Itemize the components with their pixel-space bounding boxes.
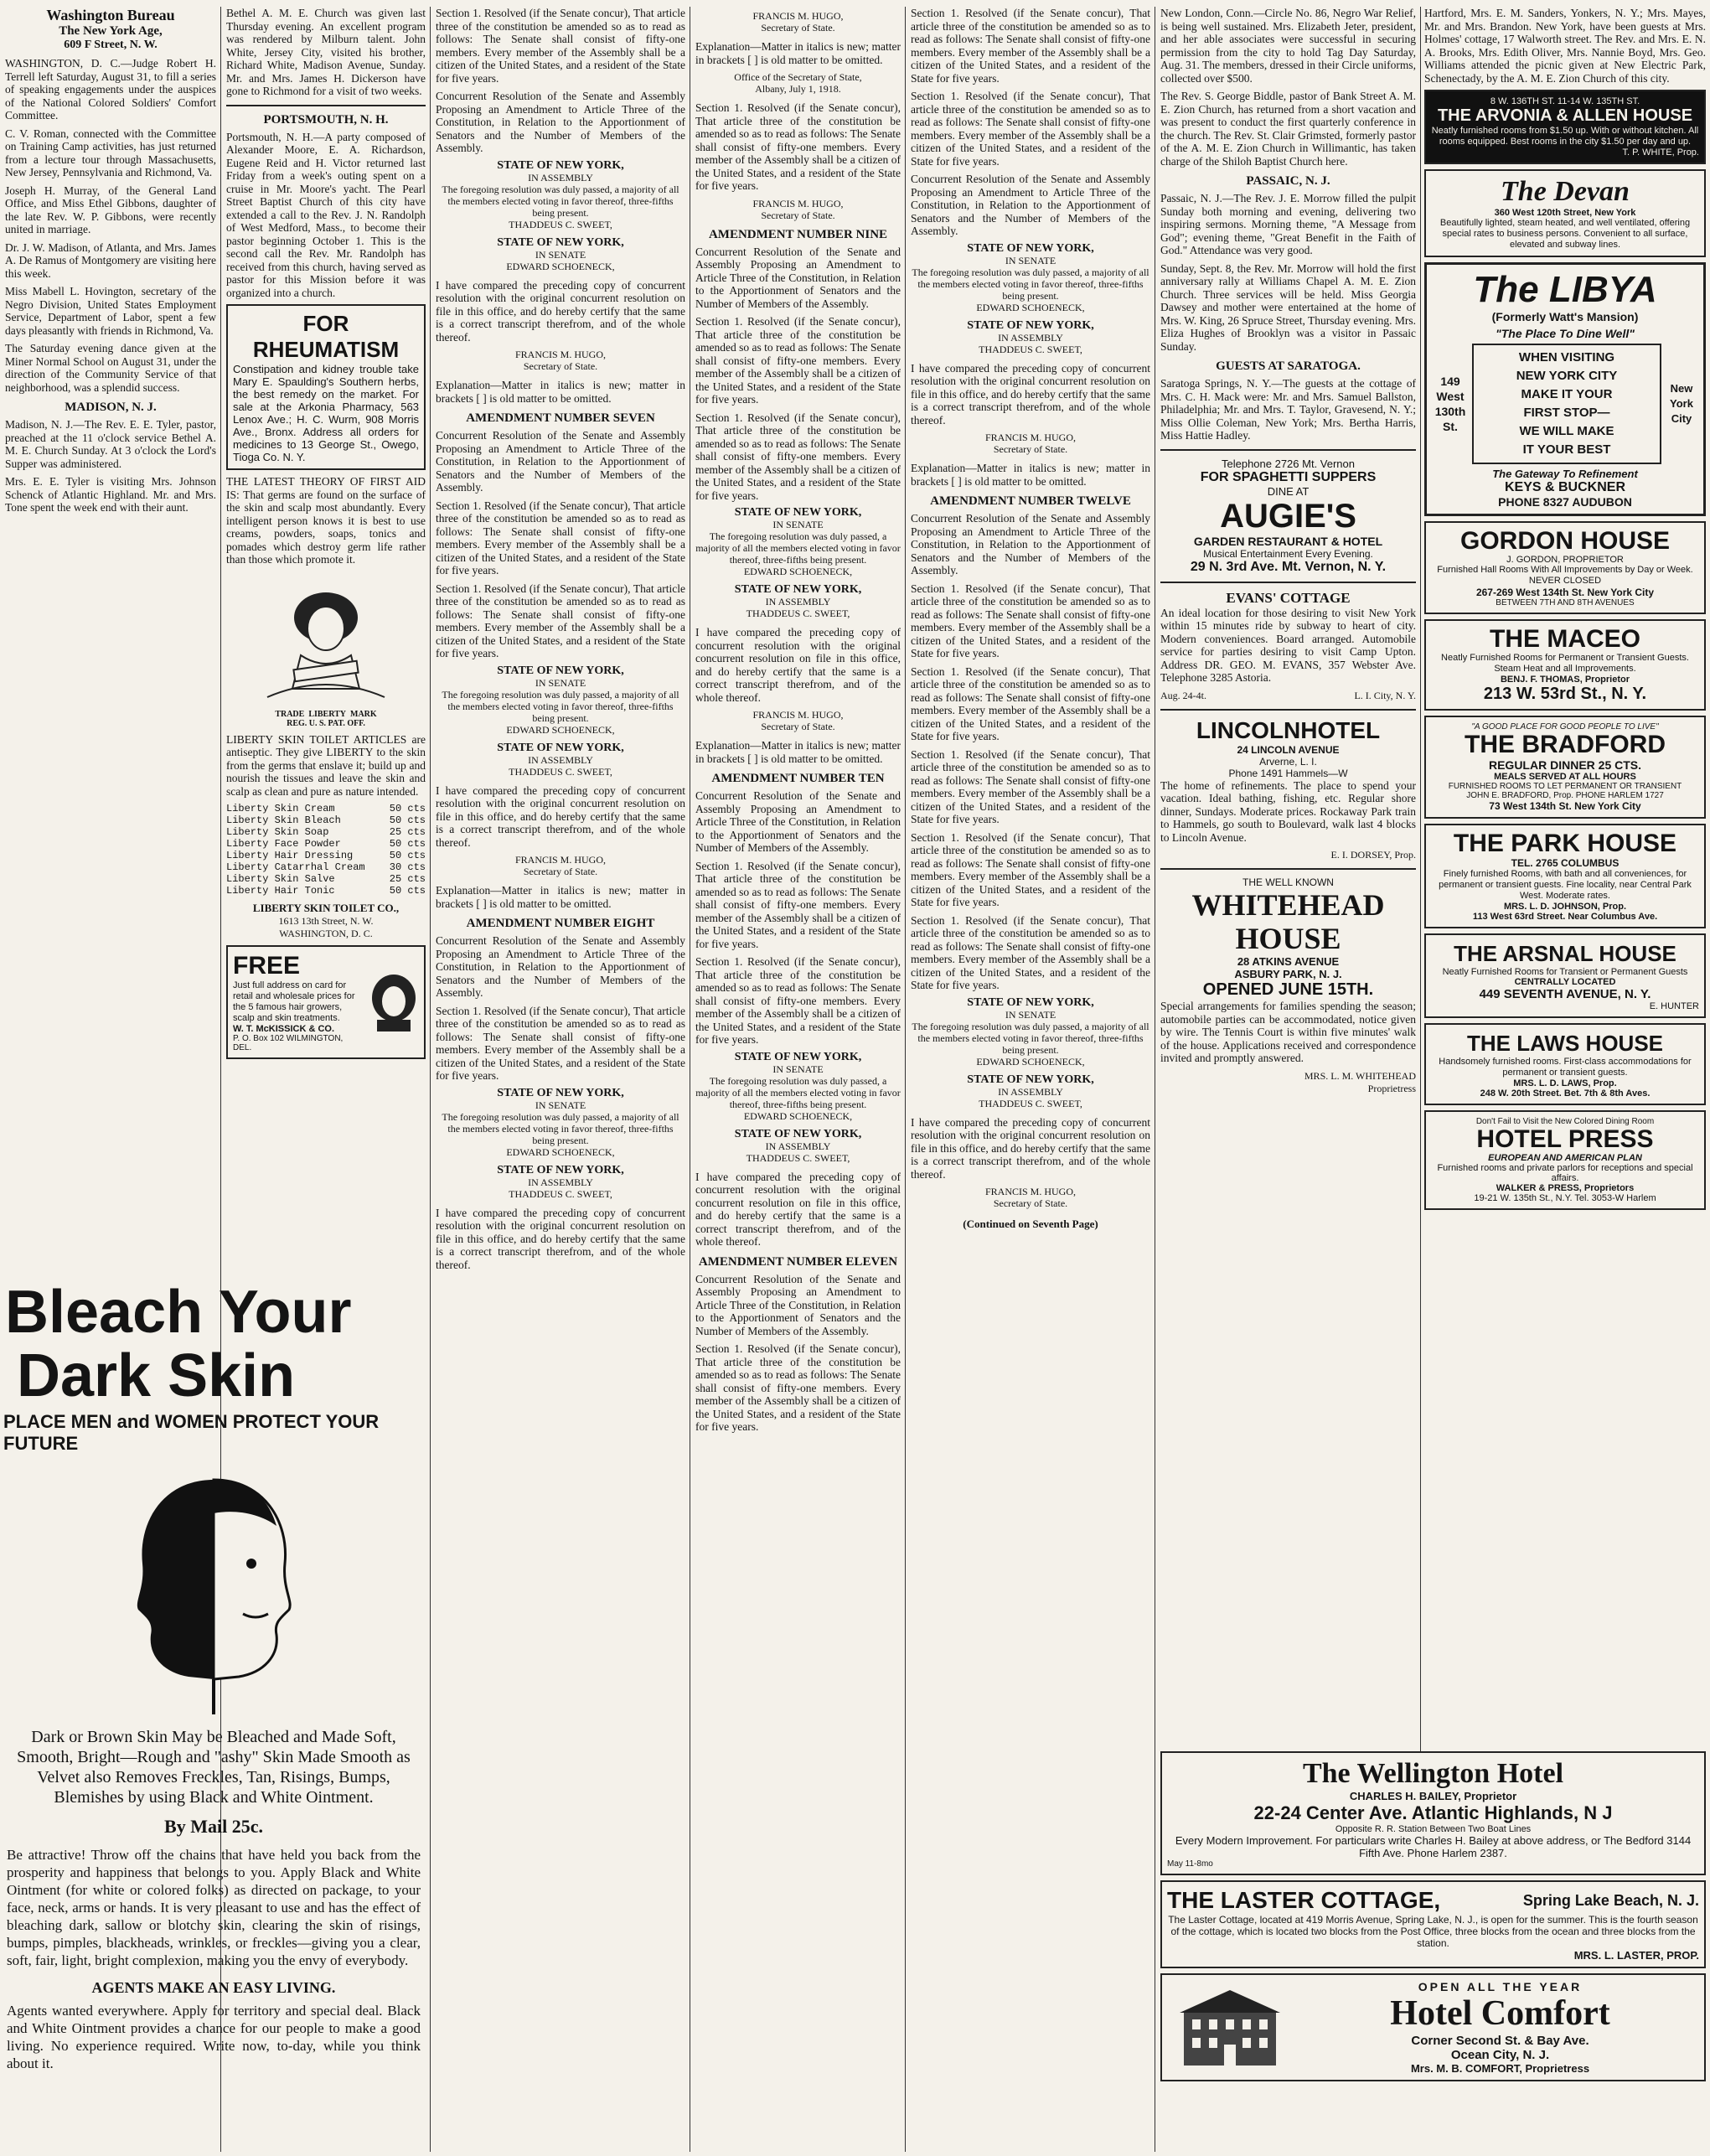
libya-right: New York City: [1670, 382, 1693, 425]
state-block: STATE OF NEW YORK, IN ASSEMBLY THADDEUS C. SWEET,: [967, 318, 1094, 355]
legal-text: Section 1. Resolved (if the Senate concur), That article three of the constitution be amended so as to read as follows: The Senate shall consist of fifty-one members. Every member of the Assembly shall be a citizen of the United States, and a resident of the State for five years.: [695, 955, 901, 1046]
state-block: FRANCIS M. HUGO, Secretary of State.: [752, 197, 844, 221]
hotel-press-ad: [1424, 1110, 1706, 1210]
whitehead-name: WHITEHEAD: [1191, 888, 1385, 922]
arvonia-address: 8 W. 136TH ST. 11-14 W. 135TH ST.: [1490, 96, 1640, 106]
whitehead-pre: THE WELL KNOWN: [1242, 876, 1334, 888]
state-block: STATE OF NEW YORK, IN ASSEMBLY THADDEUS C. SWEET,: [497, 1163, 624, 1200]
lincoln-phone: Phone 1491 Hammels—W: [1228, 767, 1348, 779]
arsnal-location: CENTRALLY LOCATED: [1514, 977, 1616, 987]
legal-text: Concurrent Resolution of the Senate and Assembly Proposing an Amendment to Article Three of the Constitution, in Relation to the Apportionment of Senators and the Number of Members of the Assembly.: [911, 512, 1150, 576]
legal-text: Explanation—Matter in italics is new; matter in brackets [ ] is old matter to be omitted.: [695, 40, 901, 66]
column-3: [436, 7, 685, 2152]
press-plan: EUROPEAN AND AMERICAN PLAN: [1488, 1153, 1642, 1163]
park-prop: MRS. L. D. JOHNSON, Prop.: [1503, 902, 1627, 912]
lincoln-name: LINCOLNHOTEL: [1196, 716, 1381, 743]
arsnal-prop: E. HUNTER: [1649, 1001, 1699, 1011]
comfort-open: OPEN ALL THE YEAR: [1418, 1980, 1583, 1993]
column-rule: [430, 7, 431, 2152]
legal-text: Section 1. Resolved (if the Senate concur), That article three of the constitution be amended so as to read as follows: The Senate shall consist of fifty-one members. Every member of the Assembly shall be a citizen of the United States, and a resident of the State for five years.: [911, 664, 1150, 742]
bradford-heading: THE BRADFORD: [1465, 731, 1666, 758]
maceo-prop: BENJ. F. THOMAS, Proprietor: [1500, 675, 1630, 685]
libya-center: WHEN VISITING NEW YORK CITY MAKE IT YOUR FIRST STOP— WE WILL MAKE IT YOUR BEST: [1472, 344, 1661, 464]
gordon-address2: BETWEEN 7TH AND 8TH AVENUES: [1496, 598, 1635, 608]
legal-text: Concurrent Resolution of the Senate and Assembly Proposing an Amendment to Article Three of the Constitution, in Relation to the Apportionment of Senators and the Number of Members of the Assembly.: [436, 429, 685, 494]
devan-ad: [1424, 169, 1706, 257]
libya-phone: PHONE 8327 AUDUBON: [1498, 495, 1632, 509]
legal-text: Concurrent Resolution of the Senate and Assembly Proposing an Amendment to Article Three of the Constitution, in Relation to the Apportionment of Senators and the Number of Members of the Assembly.: [436, 934, 685, 999]
legal-text: Section 1. Resolved (if the Senate concur), That article three of the constitution be amended so as to read as follows: The Senate shall consist of fifty-one members. Every member of the Assembly shall be a citizen of the United States, and a resident of the State for five years.: [436, 1004, 685, 1082]
passaic-text: Passaic, N. J.—The Rev. J. E. Morrow filled the pulpit Sunday both morning and evening, delivering two inspiring sermons. Morning theme, "A Message from God"; evening theme, "Great Benefit in the Faith of God." Attendance was very good.: [1160, 192, 1416, 256]
libya-body: [1432, 344, 1698, 464]
legal-text: Section 1. Resolved (if the Senate concur), That article three of the constitution be amended so as to read as follows: The Senate shall consist of fifty-one members. Every member of the Assembly shall be a citizen of the United States, and a resident of the State for five years.: [436, 499, 685, 576]
wellington-opp: Opposite R. R. Station Between Two Boat Lines: [1335, 1824, 1532, 1834]
free-company: W. T. McKISSICK & CO.: [233, 1024, 335, 1034]
state-block: STATE OF NEW YORK, IN SENATE EDWARD SCHOENECK,: [497, 235, 624, 272]
theory-text: THE LATEST THEORY OF FIRST AID IS: That germs are found on the surface of the skin and scalp most abundantly. Every intelligent person knows it is best to use creams, powders, soaps, tonics and pomades which destroy germ life rather than those which promote it.: [226, 475, 426, 566]
arvonia-heading: THE ARVONIA & ALLEN HOUSE: [1437, 106, 1693, 125]
bureau-title: Washington Bureau: [46, 7, 175, 23]
arvonia-ad: [1424, 90, 1706, 164]
state-block: STATE OF NEW YORK, IN SENATE The foregoing resolution was duly passed, a majority of all the members elected voting in favor thereof, three-fifths being present. EDWARD SCHOENECK,: [912, 241, 1149, 313]
passaic-heading: PASSAIC, N. J.: [1246, 174, 1330, 188]
price-row: Liberty Catarrhal Cream 30 cts: [226, 861, 426, 873]
legal-text: Concurrent Resolution of the Senate and Assembly Proposing an Amendment to Article Three of the Constitution, in Relation to the Apportionment of Senators and the Number of Members of the Assembly.: [911, 173, 1150, 237]
price-row: Liberty Face Powder 50 cts: [226, 838, 426, 850]
bleach-price: By Mail 25c.: [164, 1816, 263, 1837]
legal-text: Section 1. Resolved (if the Senate concur), That article three of the constitution be amended so as to read as follows: The Senate shall consist of fifty-one members. Every member of the Assembly shall be a citizen of the United States, and a resident of the State for five years.: [911, 747, 1150, 825]
evans-footer: Aug. 24-4t. L. I. City, N. Y.: [1160, 689, 1416, 701]
legal-text: Concurrent Resolution of the Senate and Assembly Proposing an Amendment to Article Three of the Constitution, in Relation to the Apportionment of Senators and the Number of Members of the Assembly.: [436, 90, 685, 154]
comfort-city: Ocean City, N. J.: [1450, 2048, 1550, 2062]
state-block: FRANCIS M. HUGO, Secretary of State.: [514, 854, 607, 877]
legal-text: I have compared the preceding copy of concurrent resolution with the original concurrent resolution on file in this office, and do hereby certify that the same is a correct transcript therefrom, and of the whole thereof.: [695, 1170, 901, 1248]
libya-ad: [1424, 262, 1706, 516]
news-item: C. V. Roman, connected with the Committee on Training Camp activities, has just returned from a lecture tour through Massachusetts, New Jersey, Pennsylvania and Richmond, Va.: [5, 127, 216, 178]
madison-text: Madison, N. J.—The Rev. E. E. Tyler, pastor, preached at the 11 o'clock service Bethel A. M. E. Church Sunday. At 3 o'clock the Lord's Supper was administered.: [5, 418, 216, 470]
laws-address: 248 W. 20th Street. Bet. 7th & 8th Aves.: [1480, 1088, 1651, 1099]
legal-text: Section 1. Resolved (if the Senate concur), That article three of the constitution be amended so as to read as follows: The Senate shall consist of fifty-one members. Every member of the Assembly shall be a citizen of the United States, and a resident of the State for five years.: [436, 7, 685, 85]
bleach-line-3: PLACE MEN and WOMEN PROTECT YOUR FUTURE: [3, 1411, 380, 1454]
liberty-banner: LIBERTY: [308, 709, 346, 719]
wellington-date: May 11-8mo: [1167, 1859, 1213, 1869]
state-block: FRANCIS M. HUGO, Secretary of State.: [752, 10, 844, 34]
divider: [226, 105, 426, 106]
laws-text: Handsomely furnished rooms. First-class accommodations for permanent or transient guests.: [1439, 1057, 1692, 1078]
gordon-address: 267-269 West 134th St. New York City: [1475, 587, 1655, 598]
column-2: [226, 7, 426, 1276]
whitehead-prop-title: Proprietress: [1367, 1082, 1416, 1094]
press-tagline: Don't Fail to Visit the New Colored Dining Room: [1475, 1117, 1655, 1126]
laster-place: Spring Lake Beach, N. J.: [1522, 1891, 1699, 1909]
agents-text: Agents wanted everywhere. Apply for territory and special deal. Black and White Ointment provides a chance for our people to make a good living. No experience required. Write now, to-day, while you think about it.: [7, 2003, 421, 2071]
maceo-text: Neatly Furnished Rooms for Permanent or Transient Guests. Steam Heat and all Improvements.: [1441, 653, 1689, 674]
devan-heading: The Devan: [1501, 176, 1630, 207]
price-row: Liberty Skin Soap 25 cts: [226, 826, 426, 838]
lincoln-ad: [1160, 717, 1416, 779]
bleach-line-1: Bleach Your: [5, 1280, 352, 1346]
press-prop: WALKER & PRESS, Proprietors: [1496, 1183, 1635, 1193]
news-item: Dr. J. W. Madison, of Atlanta, and Mrs. James A. De Ramus of Montgomery are visiting here this week.: [5, 240, 216, 280]
legal-text: Section 1. Resolved (if the Senate concur), That article three of the constitution be amended so as to read as follows: The Senate shall consist of fifty-one members. Every member of the Assembly shall be a citizen of the United States, and a resident of the State for five years.: [911, 7, 1150, 85]
amendment-ten-heading: AMENDMENT NUMBER TEN: [711, 772, 885, 785]
legal-text: Section 1. Resolved (if the Senate concur), That article three of the constitution be amended so as to read as follows: The Senate shall consist of fifty-one members. Every member of the Assembly shall be a citizen of the United States, and a resident of the State for five years.: [436, 582, 685, 659]
liberty-logo: [226, 571, 426, 728]
state-block: STATE OF NEW YORK, IN SENATE The foregoing resolution was duly passed, a majority of all the members elected voting in favor thereof, three-fifths being present. EDWARD SCHOENECK,: [442, 664, 679, 736]
arsnal-address: 449 SEVENTH AVENUE, N. Y.: [1479, 987, 1651, 1001]
libya-left: 149 West 130th St.: [1434, 375, 1466, 433]
bradford-tagline: "A GOOD PLACE FOR GOOD PEOPLE TO LIVE": [1471, 722, 1659, 732]
devan-address: 360 West 120th Street, New York: [1494, 208, 1636, 218]
bleach-ad: [0, 1280, 427, 2152]
press-address: 19-21 W. 135th St., N.Y. Tel. 3053-W Harlem: [1474, 1193, 1656, 1203]
state-block: STATE OF NEW YORK, IN SENATE The foregoing resolution was duly passed, a majority of all the members elected voting in favor thereof, three-fifths being present. EDWARD SCHOENECK,: [695, 1050, 901, 1122]
legal-text: Section 1. Resolved (if the Senate concur), That article three of the constitution be amended so as to read as follows: The Senate shall consist of fifty-one members. Every member of the Assembly shall be a citizen of the United States, and a resident of the State for five years.: [695, 101, 901, 192]
amendment-seven-heading: AMENDMENT NUMBER SEVEN: [466, 411, 655, 425]
news-item: Joseph H. Murray, of the General Land Office, and Miss Ethel Gibbons, daughter of the late Rev. W. P. Gibbons, were recently united in marriage.: [5, 184, 216, 235]
amendment-eleven-heading: AMENDMENT NUMBER ELEVEN: [698, 1254, 898, 1269]
guests-heading: GUESTS AT SARATOGA.: [1216, 359, 1361, 373]
rheumatism-heading: FOR RHEUMATISM: [252, 311, 400, 362]
legal-text: I have compared the preceding copy of concurrent resolution with the original concurrent resolution on file in this office, and do hereby certify that the same is a correct transcript therefrom, and of the whole thereof.: [436, 278, 685, 344]
portrait-icon: [369, 973, 419, 1031]
face-illustration: [0, 1463, 427, 1719]
legal-text: I have compared the preceding copy of concurrent resolution with the original concurrent resolution on file in this office, and do hereby certify that the same is a correct transcript therefrom, and of the whole thereof.: [911, 361, 1150, 427]
state-block: STATE OF NEW YORK, IN ASSEMBLY THADDEUS C. SWEET,: [497, 741, 624, 778]
laster-ad: [1160, 1880, 1706, 1968]
whitehead-ad: [1160, 876, 1416, 1000]
divider: [1160, 449, 1416, 451]
legal-text: Section 1. Resolved (if the Senate concur), That article three of the constitution be amended so as to read as follows: The Senate shall consist of fifty-one members. Every member of the Assembly shall be a citizen of the United States, and a resident of the State for five years.: [911, 90, 1150, 168]
bradford-rooms: FURNISHED ROOMS TO LET PERMANENT OR TRANSIENT: [1448, 782, 1682, 791]
legal-text: Section 1. Resolved (if the Senate concur), That article three of the constitution be amended so as to read as follows: The Senate shall consist of fifty-one members. Every member of the Assembly shall be a citizen of the United States, and a resident of the State for five years.: [911, 582, 1150, 659]
reg-label: REG. U. S. PAT. OFF.: [287, 718, 365, 728]
whitehead-prop: MRS. L. M. WHITEHEAD: [1304, 1069, 1416, 1082]
park-tel: TEL. 2765 COLUMBUS: [1511, 857, 1620, 869]
libya-gateway: The Gateway To Refinement: [1492, 468, 1638, 480]
lincoln-address: 24 LINCOLN AVENUE: [1237, 743, 1340, 756]
maceo-ad: [1424, 619, 1706, 711]
legal-text: Section 1. Resolved (if the Senate concur), That article three of the constitution be amended so as to read as follows: The Senate shall consist of fifty-one members. Every member of the Assembly shall be a citizen of the United States, and a resident of the State for five years.: [695, 859, 901, 950]
libya-heading: The LIBYA: [1473, 269, 1657, 310]
legal-text: Concurrent Resolution of the Senate and Assembly Proposing an Amendment to Article Three of the Constitution, in Relation to the Apportionment of Senators and the Number of Members of the Assembly.: [695, 1272, 901, 1337]
legal-text: Section 1. Resolved (if the Senate concur), That article three of the constitution be amended so as to read as follows: The Senate shall consist of fifty-one members. Every member of the Assembly shall be a citizen of the United States, and a resident of the State for five years.: [695, 411, 901, 502]
free-ad: [226, 945, 426, 1059]
augies-spaghetti: FOR SPAGHETTI SUPPERS: [1200, 469, 1377, 484]
legal-text: I have compared the preceding copy of concurrent resolution with the original concurrent resolution on file in this office, and do hereby certify that the same is a correct transcript therefrom, and of the whole thereof.: [695, 626, 901, 704]
column-1: [5, 7, 216, 1276]
wellington-ad: [1160, 1751, 1706, 1875]
free-address: P. O. Box 102 WILMINGTON, DEL.: [233, 1034, 344, 1052]
column-7: [1424, 7, 1706, 1750]
amendment-twelve-heading: AMENDMENT NUMBER TWELVE: [930, 494, 1131, 508]
liberty-address: 1613 13th Street, N. W.: [278, 915, 374, 927]
comfort-prop: Mrs. M. B. COMFORT, Proprietress: [1410, 2062, 1590, 2075]
state-block: STATE OF NEW YORK, IN ASSEMBLY The foregoing resolution was duly passed, a majority of all the members elected voting in favor thereof, three-fifths being present. THADDEUS C. SWEET,: [442, 158, 679, 230]
legal-text: Concurrent Resolution of the Senate and Assembly Proposing an Amendment to Article Three of the Constitution, in Relation to the Apportionment of Senators and the Number of Members of the Assembly.: [695, 245, 901, 310]
bradford-meals: MEALS SERVED AT ALL HOURS: [1494, 772, 1636, 782]
whitehead-house: HOUSE: [1235, 922, 1341, 955]
laws-heading: THE LAWS HOUSE: [1466, 1031, 1663, 1056]
wellington-address: 22-24 Center Ave. Atlantic Highlands, N J: [1253, 1802, 1613, 1823]
whitehead-city: ASBURY PARK, N. J.: [1234, 968, 1342, 980]
whitehead-text: Special arrangements for families spending the season; automobile parties can be accommodated, notice given by wire. The Tennis Court is within five minutes' walk of the house. Applications received and correspondence invited and promptly answered.: [1160, 1000, 1416, 1064]
laws-ad: [1424, 1023, 1706, 1105]
maceo-address: 213 W. 53rd St., N. Y.: [1483, 685, 1647, 703]
price-row: Liberty Hair Tonic 50 cts: [226, 885, 426, 897]
liberty-company: LIBERTY SKIN TOILET CO.,: [252, 902, 400, 914]
two-faces-icon: [88, 1463, 339, 1714]
mark-label: MARK: [350, 709, 377, 719]
whitehead-address: 28 ATKINS AVENUE: [1237, 955, 1340, 968]
park-address: 113 West 63rd Street. Near Columbus Ave.: [1472, 912, 1658, 922]
lincoln-prop: E. I. DORSEY, Prop.: [1330, 849, 1416, 861]
comfort-ad: [1160, 1973, 1706, 2081]
whitehead-open: OPENED JUNE 15TH.: [1202, 980, 1374, 999]
laster-prop: MRS. L. LASTER, PROP.: [1573, 1949, 1699, 1962]
portsmouth-text: Portsmouth, N. H.—A party composed of Alexander Moore, E. A. Richardson, Eugene Reid and H. Victor returned last Friday from a week's outing spent on a cruise in Mr. Moore's yacht. The Pearl Street Baptist Church of this city have extended a call to the Rev. J. N. Randolph of West Medford, Mass., to become their pastor beginning October 1. This is the second call the Rev. Mr. Randolph has received from this church, having served as pastor for this Mission before it was organized into a church.: [226, 130, 426, 299]
wellington-heading: The Wellington Hotel: [1302, 1758, 1564, 1789]
bleach-body-1: Dark or Brown Skin May be Bleached and Made Soft, Smooth, Bright—Rough and "ashy" Skin Made Smooth as Velvet also Removes Freckles, Tan, Risings, Bumps, Blemishes by using Black and White Ointment.: [17, 1728, 411, 1807]
bradford-address: 73 West 134th St. New York City: [1489, 800, 1641, 812]
news-item: Hartford, Mrs. E. M. Sanders, Yonkers, N. Y.; Mrs. Mayes, Mr. and Mrs. Brandon. New York, have been guests at Mrs. Holmes' cottage, 17 Walworth street. The Rev. and Mrs. E. N. A. Brooks, Mrs. Edith Oliver, Mrs. Nannie Boyd, Mrs. Geo. Williams attended the picnic given at New Electric Park, Schenectady, by the A. M. E. Zion Church of this city.: [1424, 7, 1706, 85]
legal-text: Explanation—Matter in italics is new; matter in brackets [ ] is old matter to be omitted.: [695, 739, 901, 765]
amendment-eight-heading: AMENDMENT NUMBER EIGHT: [466, 917, 655, 930]
arsnal-heading: THE ARSNAL HOUSE: [1454, 941, 1676, 966]
continued-note: (Continued on Seventh Page): [963, 1218, 1098, 1230]
state-block: STATE OF NEW YORK, IN SENATE The foregoing resolution was duly passed, a majority of all the members elected voting in favor thereof, three-fifths being present. EDWARD SCHOENECK,: [912, 995, 1149, 1068]
gordon-text: Furnished Hall Rooms With All Improvements by Day or Week. NEVER CLOSED: [1437, 565, 1693, 586]
legal-text: Section 1. Resolved (if the Senate concur), That article three of the constitution be amended so as to read as follows: The Senate shall consist of fifty-one members. Every member of the Assembly shall be a citizen of the United States, and a resident of the State for five years.: [911, 913, 1150, 991]
bradford-dinner: REGULAR DINNER 25 CTS.: [1488, 758, 1642, 772]
augies-ad: [1160, 458, 1416, 575]
arsnal-text: Neatly Furnished Rooms for Transient or Permanent Guests: [1442, 967, 1688, 977]
wellington-text: Every Modern Improvement. For particulars write Charles H. Bailey at above address, or The Bedford 3144 Fifth Ave. Phone Harlem 2387.: [1175, 1834, 1692, 1859]
legal-text: Explanation—Matter in italics is new; matter in brackets [ ] is old matter to be omitted.: [911, 462, 1150, 488]
column-rule: [905, 7, 906, 2152]
legal-text: Section 1. Resolved (if the Senate concur), That article three of the constitution be amended so as to read as follows: The Senate shall consist of fifty-one members. Every member of the Assembly shall be a citizen of the United States, and a resident of the State for five years.: [695, 1342, 901, 1433]
state-block: STATE OF NEW YORK, IN ASSEMBLY THADDEUS C. SWEET,: [967, 1073, 1094, 1109]
divider: [1160, 582, 1416, 583]
wellington-prop: CHARLES H. BAILEY, Proprietor: [1349, 1790, 1517, 1802]
divider: [1160, 868, 1416, 870]
legal-text: Explanation—Matter in italics is new; matter in brackets [ ] is old matter to be omitted.: [436, 884, 685, 910]
press-heading: HOTEL PRESS: [1476, 1125, 1654, 1153]
rheumatism-ad: [226, 304, 426, 470]
arsnal-ad: [1424, 933, 1706, 1018]
libya-owners: KEYS & BUCKNER: [1504, 480, 1625, 494]
lincoln-text: The home of refinements. The place to spend your vacation. Ideal bathing, fishing, etc. Regular shore dinner, Sundays. Moderate prices. Rockaway Park train to Hammels, go south to Boulevard, walk last 4 blocks to Lincoln Avenue.: [1160, 778, 1416, 844]
column-5: [911, 7, 1150, 2152]
lincoln-city: Arverne, L. I.: [1259, 755, 1317, 768]
guests-text: Saratoga Springs, N. Y.—The guests at the cottage of Mrs. C. H. Mack were: Mr. and Mrs. Samuel Ballston, Philadelphia; Mr. and Mrs. T. Taylor, Gravesend, N. Y.; Miss Ollie Coleman, New York; Mrs. Bertha Harris, Miss Hattie Hadley.: [1160, 377, 1416, 442]
news-item: The Saturday evening dance given at the Miner Normal School on August 31, under the direction of the Community Service of that neighborhood, was a splendid success.: [5, 342, 216, 394]
augies-address: 29 N. 3rd Ave. Mt. Vernon, N. Y.: [1190, 559, 1387, 574]
state-block: Office of the Secretary of State, Albany, July 1, 1918.: [734, 71, 862, 95]
legal-text: Concurrent Resolution of the Senate and Assembly Proposing an Amendment to Article Three of the Constitution, in Relation to the Apportionment of Senators and the Number of Members of the Assembly.: [695, 789, 901, 854]
liberty-city: WASHINGTON, D. C.: [279, 928, 373, 939]
evans-heading: EVANS' COTTAGE: [1226, 589, 1351, 606]
column-6: [1160, 7, 1416, 1750]
gordon-prop: J. GORDON, PROPRIETOR: [1506, 555, 1624, 565]
legal-text: Section 1. Resolved (if the Senate concur), That article three of the constitution be amended so as to read as follows: The Senate shall consist of fifty-one members. Every member of the Assembly shall be a citizen of the United States, and a resident of the State for five years.: [911, 830, 1150, 908]
comfort-address: Corner Second St. & Bay Ave.: [1411, 2034, 1589, 2048]
augies-garden: GARDEN RESTAURANT & HOTEL: [1193, 534, 1383, 548]
bottom-right-ads: [1160, 1751, 1706, 2152]
bleach-body-2: Be attractive! Throw off the chains that have held you back from the prosperity and happiness that belongs to you. Apply Black and White Ointment (for white or colored folks) as directed on package, to your face, neck, arms or hands. It is very pleasant to use and has the effect of bleaching dark, sallow or blotchy skin, clearing the skin of risings, bumps, pimples, blackheads, wrinkles, or freckles—giving you a clear, soft, fair, light, bright complexion, making you the envy of everybody.: [7, 1847, 421, 1968]
news-item: New London, Conn.—Circle No. 86, Negro War Relief, is being well sustained. Mrs. Elizabeth Jeter, president, and her able associates were successful in securing permission from the city to hold Tag Day Saturday, Aug. 31. The members, dressed in their Circle uniforms, collected over $500.: [1160, 7, 1416, 85]
state-block: STATE OF NEW YORK, IN ASSEMBLY THADDEUS C. SWEET,: [734, 1127, 862, 1164]
devan-text: Beautifully lighted, steam heated, and well ventilated, offering special rates to business persons. Convenient to all surface, elevated and subway lines.: [1439, 218, 1691, 250]
augies-name: AUGIE'S: [1220, 497, 1356, 535]
portsmouth-heading: PORTSMOUTH, N. H.: [263, 112, 389, 127]
bradford-ad: [1424, 716, 1706, 819]
state-block: STATE OF NEW YORK, IN SENATE The foregoing resolution was duly passed, a majority of all the members elected voting in favor thereof, three-fifths being present. EDWARD SCHOENECK,: [442, 1086, 679, 1158]
passaic-text: Sunday, Sept. 8, the Rev. Mr. Morrow will hold the first anniversary rally at Williams Chapel A. M. E. Zion Church. Three services will be held. Miss Georgia Dawsey and mother were entertained at the home of Mrs. W. King, 26 Spruce Street, Thursday evening. Mrs. Eliza Hughes of Brooklyn was a visitor in Passaic Sunday.: [1160, 261, 1416, 353]
news-item: Bethel A. M. E. Church was given last Thursday evening. An excellent program was rendered by Milburn talent. John White, Jersey City, visited his brother, Richard White, Madison Avenue, Sunday. Mr. and Mrs. James H. Dickerson have gone to Richmond for a visit of two weeks.: [226, 7, 426, 97]
news-item: The Rev. S. George Biddle, pastor of Bank Street A. M. E. Zion Church, has returned from a short vacation and was present to conduct the first quarterly conference in the church. The Rev. St. Clair Grimsted, formerly pastor of the A. M. E. Zion Church in Willimantic, has taken charge of the Shiloh Baptist Church here.: [1160, 90, 1416, 168]
column-4: [695, 7, 901, 2152]
augies-music: Musical Entertainment Every Evening.: [1203, 547, 1373, 560]
laster-text: The Laster Cottage, located at 419 Morris Avenue, Spring Lake, N. J., is open for the summer. This is the fourth season of the cottage, which is located two blocks from the Post Office, three blocks from the ocean and three blocks from the station.: [1168, 1914, 1698, 1949]
amendment-nine-heading: AMENDMENT NUMBER NINE: [708, 227, 888, 241]
park-text: Finely furnished Rooms, with bath and all conveniences, for permanent or transient guests. Fine locality, near Central Park West. Moderate rates.: [1439, 869, 1692, 901]
price-row: Liberty Skin Cream 50 cts: [226, 803, 426, 814]
legal-text: I have compared the preceding copy of concurrent resolution with the original concurrent resolution on file in this office, and do hereby certify that the same is a correct transcript therefrom, and of the whole thereof.: [911, 1115, 1150, 1181]
evans-text: An ideal location for those desiring to visit New York within 15 minutes ride by subway to heart of city. Modern conveniences. Board arranged. Automobile service for parties desiring to visit Camp Upton. Address DR. GEO. M. EVANS, 357 Webster Ave. Telephone 3285 Astoria.: [1160, 606, 1416, 684]
arvonia-text: Neatly furnished rooms from $1.50 up. With or without kitchen. All rooms equipped. Best rooms in the city $1.50 per day and up.: [1431, 126, 1699, 147]
bureau-paper: The New York Age,: [59, 24, 163, 38]
price-row: Liberty Skin Salve 25 cts: [226, 873, 426, 885]
price-row: Liberty Hair Dressing 50 cts: [226, 850, 426, 861]
laster-heading: THE LASTER COTTAGE,: [1167, 1887, 1441, 1913]
bleach-line-2: Dark Skin: [17, 1342, 296, 1409]
arvonia-prop: T. P. WHITE, Prop.: [1622, 147, 1699, 158]
liberty-text: LIBERTY SKIN TOILET ARTICLES are antiseptic. They give LIBERTY to the skin from the germs that enslave it; build up and nourish the tissues and leave the skin and scalp as clean and pure as nature intended.: [226, 732, 426, 798]
woman-portrait-icon: [242, 571, 410, 706]
state-block: FRANCIS M. HUGO, Secretary of State.: [514, 349, 607, 372]
divider: [1160, 709, 1416, 711]
park-house-ad: [1424, 824, 1706, 928]
madison-text: Mrs. E. E. Tyler is visiting Mrs. Johnson Schenck of Atlantic Highland. Mr. and Mrs. Tone spent the week end with their aunt.: [5, 475, 216, 514]
news-item: Miss Mabell L. Hovington, secretary of the Negro Division, United States Employment Service, Department of Labor, spent a few days pleasantly with friends in Richmond, Va.: [5, 285, 216, 337]
hotel-building-icon: [1167, 1986, 1293, 2070]
laws-prop: MRS. L. D. LAWS, Prop.: [1513, 1078, 1617, 1088]
legal-text: Explanation—Matter in italics is new; matter in brackets [ ] is old matter to be omitted.: [436, 379, 685, 405]
madison-heading: MADISON, N. J.: [65, 401, 157, 414]
gordon-ad: [1424, 521, 1706, 614]
gordon-heading: GORDON HOUSE: [1459, 527, 1671, 555]
augies-phone: Telephone 2726 Mt. Vernon: [1221, 457, 1355, 470]
state-block: FRANCIS M. HUGO, Secretary of State.: [984, 1186, 1077, 1209]
augies-dine: DINE AT: [1267, 484, 1310, 498]
free-text: Just full address on card for retail and wholesale prices for the 5 famous hair growers, scalp and skin treatments.: [233, 980, 355, 1023]
state-block: FRANCIS M. HUGO, Secretary of State.: [984, 432, 1077, 455]
free-label: FREE: [233, 952, 301, 980]
bradford-prop: JOHN E. BRADFORD, Prop. PHONE HARLEM 1727: [1466, 791, 1664, 800]
legal-text: I have compared the preceding copy of concurrent resolution with the original concurrent resolution on file in this office, and do hereby certify that the same is a correct transcript therefrom, and of the whole thereof.: [436, 1206, 685, 1271]
park-heading: THE PARK HOUSE: [1453, 830, 1677, 857]
legal-text: Section 1. Resolved (if the Senate concur), That article three of the constitution be amended so as to read as follows: The Senate shall consist of fifty-one members. Every member of the Assembly shall be a citizen of the United States, and a resident of the State for five years.: [695, 315, 901, 406]
press-text: Furnished rooms and private parlors for receptions and special affairs.: [1437, 1163, 1693, 1183]
legal-text: I have compared the preceding copy of concurrent resolution with the original concurrent resolution on file in this office, and do hereby certify that the same is a correct transcript therefrom, and of the whole thereof.: [436, 783, 685, 849]
price-row: Liberty Skin Bleach 50 cts: [226, 814, 426, 826]
price-list: [226, 803, 426, 897]
bureau-address: 609 F Street, N. W.: [64, 39, 158, 51]
libya-sub: (Formerly Watt's Mansion): [1491, 310, 1639, 323]
news-item: WASHINGTON, D. C.—Judge Robert H. Terrell left Saturday, August 31, to fill a series of speaking engagements under the auspices of the National Colored Soldiers' Comfort Committee.: [5, 57, 216, 122]
comfort-heading: Hotel Comfort: [1390, 1994, 1610, 2033]
state-block: STATE OF NEW YORK, IN SENATE The foregoing resolution was duly passed, a majority of all the members elected voting in favor thereof, three-fifths being present. EDWARD SCHOENECK,: [695, 506, 901, 577]
agents-heading: AGENTS MAKE AN EASY LIVING.: [91, 1979, 336, 1996]
maceo-heading: THE MACEO: [1490, 625, 1640, 653]
libya-tagline: "The Place To Dine Well": [1496, 327, 1635, 340]
state-block: FRANCIS M. HUGO, Secretary of State.: [752, 709, 844, 732]
trade-label: TRADE: [275, 709, 305, 719]
state-block: STATE OF NEW YORK, IN ASSEMBLY THADDEUS C. SWEET,: [734, 583, 862, 619]
rheumatism-text: Constipation and kidney trouble take Mary E. Spaulding's Southern herbs, the best remedy on the market. For sale at the Arkonia Pharmacy, 563 Lenox Ave.; H. C. Wurm, 908 Morris Ave., Bronx. Address all orders for medicines to 13 George St., Owego, Tioga Co. N. Y.: [233, 363, 419, 463]
